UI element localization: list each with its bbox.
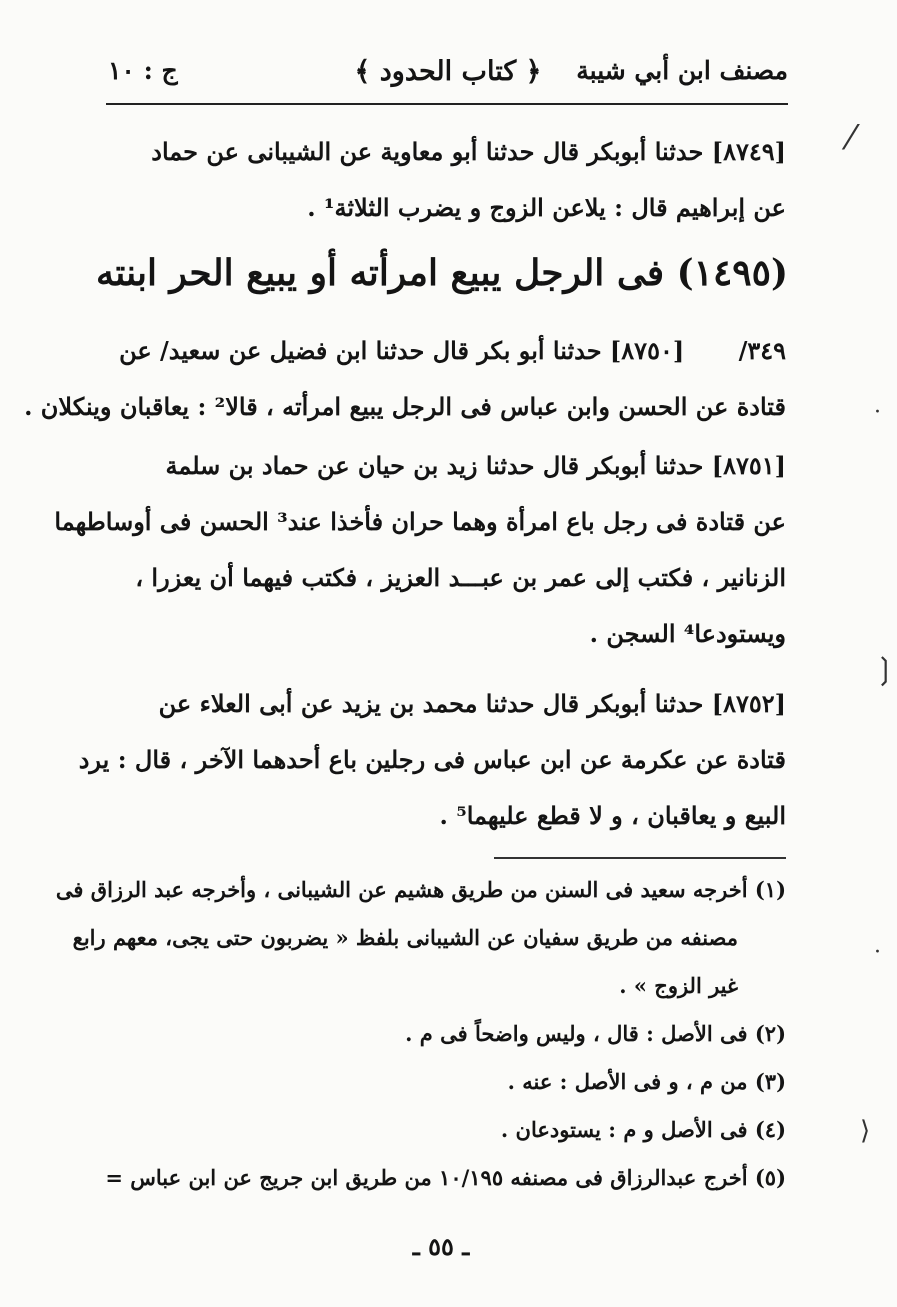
hadith-8749 [110,124,786,236]
text-line: ويستودعا⁴ السجن . [589,619,786,648]
hadith-8751 [54,438,786,662]
header-divider [106,103,788,105]
margin-dot: · [874,940,881,965]
text-line: عن قتادة فى رجل باع امرأة وهما حران فأخذا عند³ الحسن فى أوساطهما [54,507,786,536]
text-line: [٨٧٤٩] حدثنا أبوبكر قال حدثنا أبو معاوية عن الشيبانى عن حماد [151,137,786,166]
margin-dot: · [874,400,881,425]
text-line: [٨٧٥١] حدثنا أبوبكر قال حدثنا زيد بن حيان عن حماد بن سلمة [165,451,786,480]
text-line: قتادة عن عكرمة عن ابن عباس فى رجلين باع أحدهما الآخر ، قال : يرد [78,745,786,774]
marginal-page-ref: ٣٤٩/ [738,336,786,365]
header-volume: ج : ١٠ [108,56,178,85]
footnote-4: (٤) فى الأصل و م : يستودعان . [500,1117,786,1142]
footnote-5: (٥) أخرج عبدالرزاق فى مصنفه ١٠/١٩٥ من طريق ابن جريج عن ابن عباس = [105,1165,786,1190]
margin-scribble: ⟩ [860,1116,871,1146]
hadith-8750 [24,323,786,435]
header-book-title: مصنف ابن أبي شيبة [576,56,788,85]
text-line-content: [٨٧٥٠] حدثنا أبو بكر قال حدثنا ابن فضيل عن سعيد/ عن [119,336,685,365]
margin-bracket: ❳ [872,652,897,687]
text-line: قتادة عن الحسن وابن عباس فى الرجل يبيع امرأته ، قالا² : يعاقبان وينكلان . [24,392,786,421]
margin-scribble: ⁄ [848,118,854,158]
hadith-8752 [78,676,786,844]
header-chapter-title: ﴿ كتاب الحدود ﴾ [354,56,542,87]
page-number: ـ ٥٥ ـ [412,1232,470,1261]
footnote-3: (٣) من م ، و فى الأصل : عنه . [507,1069,786,1094]
footnote-1: (١) أخرجه سعيد فى السنن من طريق هشيم عن الشيبانى ، وأخرجه عبد الرزاق فى [55,877,786,902]
footnotes [55,866,786,1202]
running-header [108,56,788,102]
footnote-2: (٢) فى الأصل : قال ، وليس واضحاً فى م . [405,1021,786,1046]
text-line: الزنانير ، فكتب إلى عمر بن عبـــد العزيز ، فكتب فيهما أن يعزرا ، [135,563,786,592]
footnote-1-cont: مصنفه من طريق سفيان عن الشيبانى بلفظ « يضربون حتى يجى، معهم رابع [72,925,738,950]
text-line [110,323,786,379]
text-line: البيع و يعاقبان ، و لا قطع عليهما⁵ . [439,801,786,830]
text-line: عن إبراهيم قال : يلاعن الزوج و يضرب الثلاثة¹ . [307,193,786,222]
footnote-divider [494,857,786,859]
footnote-1-cont: غير الزوج » . [619,973,738,998]
section-heading: (١٤٩٥) فى الرجل يبيع امرأته أو يبيع الحر ابنته [95,252,788,294]
text-line: [٨٧٥٢] حدثنا أبوبكر قال حدثنا محمد بن يزيد عن أبى العلاء عن [158,689,786,718]
